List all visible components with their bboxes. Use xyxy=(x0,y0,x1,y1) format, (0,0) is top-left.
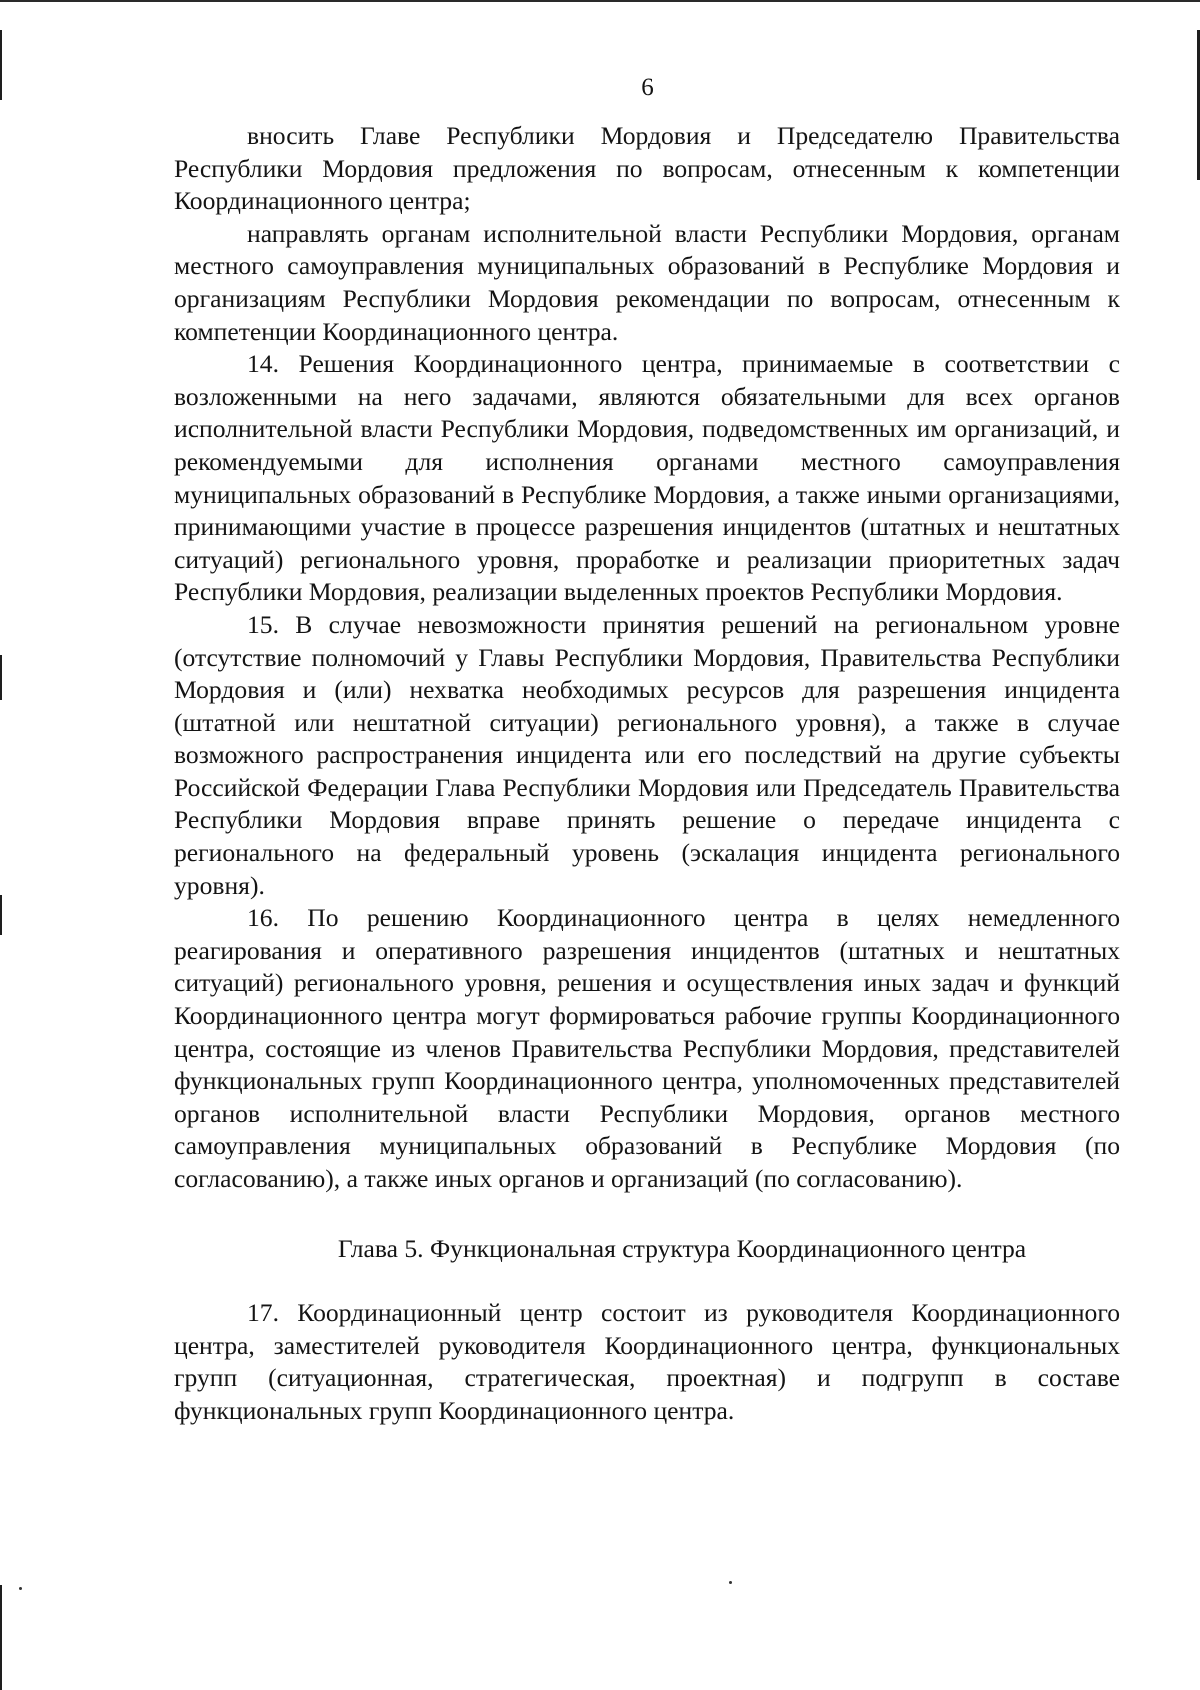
scan-speck xyxy=(19,1587,22,1590)
paragraph: 17. Координационный центр состоит из руководителя Координационного центра, заместителей руководителя Координационного центра, функциональных групп (ситуационная, стратегическая, проектная) и подгрупп в составе функциональных групп Координационного центра. xyxy=(174,1298,1120,1425)
document-body xyxy=(174,120,1120,1428)
scan-edge-mark xyxy=(0,1585,2,1690)
paragraph: 14. Решения Координационного центра, принимаемые в соответствии с возложенными на него задачами, являются обязательными для всех органов исполнительной власти Республики Мордовия, подведомственных им организаций, и рекомендуемыми для исполнения органами местного самоуправления муниципальных образований в Республике Мордовия, а также иными организациями, принимающими участие в процессе разрешения инцидентов (штатных и нештатных ситуаций) регионального уровня, проработке и реализации приоритетных задач Республики Мордовия, реализации выделенных проектов Республики Мордовия. xyxy=(174,349,1120,607)
scan-top-rule xyxy=(0,0,1200,2)
paragraph: направлять органам исполнительной власти Республики Мордовия, органам местного самоуправления муниципальных образований в Республике Мордовия и организациям Республики Мордовия рекомендации по вопросам, отнесенным к компетенции Координационного центра. xyxy=(174,218,1120,346)
paragraph: вносить Главе Республики Мордовия и Председателю Правительства Республики Мордовия предложения по вопросам, отнесенным к компетенции Координационного центра; xyxy=(174,121,1120,216)
scan-speck xyxy=(729,1581,732,1584)
paragraph: 16. По решению Координационного центра в целях немедленного реагирования и оперативного разрешения инцидентов (штатных и нештатных ситуаций) регионального уровня, решения и осуществления иных задач и функций Координационного центра могут формироваться рабочие группы Координационного центра, состоящие из членов Правительства Республики Мордовия, представителей функциональных групп Координационного центра, уполномоченных представителей органов исполнительной власти Республики Мордовия, органов местного самоуправления муниципальных образований в Республике Мордовия (по согласованию), а также иных органов и организаций (по согласованию). xyxy=(174,903,1120,1193)
paragraph: 15. В случае невозможности принятия решений на региональном уровне (отсутствие полномочий у Главы Республики Мордовия, Правительства Республики Мордовия и (или) нехватка необходимых ресурсов для разрешения инцидента (штатной или нештатной ситуации) регионального уровня), а также в случае возможного распространения инцидента или его последствий на другие субъекты Российской Федерации Глава Республики Мордовия или Председатель Правительства Республики Мордовия вправе принять решение о передаче инцидента с регионального на федеральный уровень (эскалация инцидента регионального уровня). xyxy=(174,609,1120,900)
page-number: 6 xyxy=(641,74,654,101)
scan-edge-mark xyxy=(0,655,2,700)
chapter-heading: Глава 5. Функциональная структура Координационного центра xyxy=(337,1233,1027,1263)
scan-edge-mark xyxy=(0,895,2,935)
